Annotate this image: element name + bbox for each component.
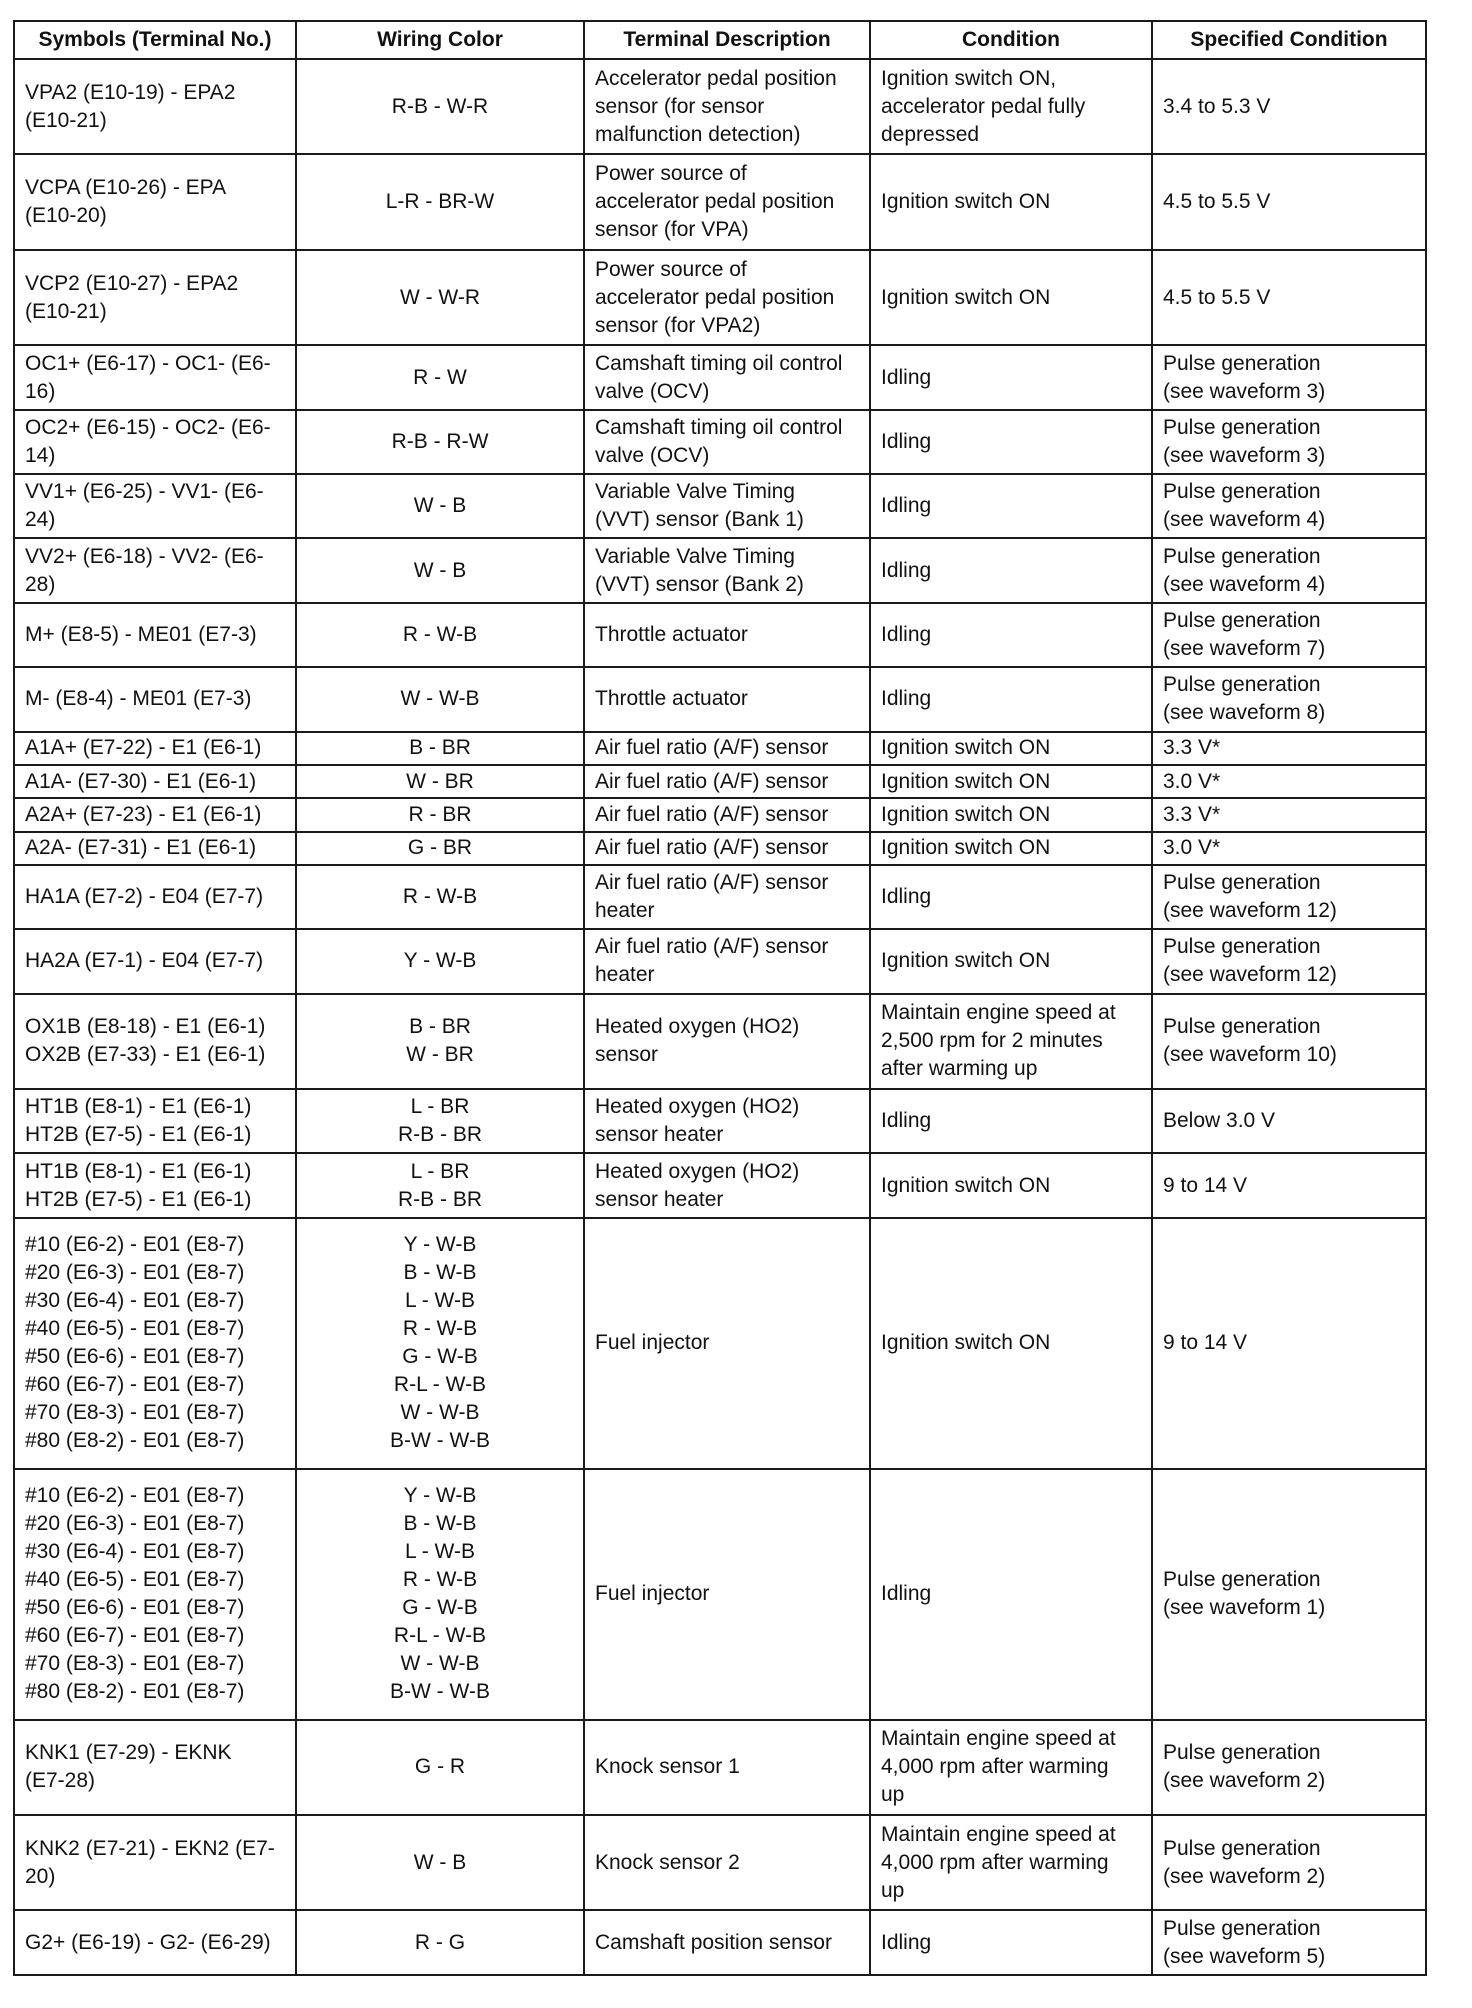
specified-condition-cell: 3.0 V* (1152, 765, 1426, 798)
table-row (14, 603, 1426, 667)
specified-condition-cell: Pulse generation (see waveform 2) (1152, 1815, 1426, 1910)
table-row (14, 1815, 1426, 1910)
wiring-color-cell: B - BR W - BR (296, 994, 584, 1089)
symbols-cell: A2A+ (E7-23) - E1 (E6-1) (14, 798, 296, 831)
condition-cell: Ignition switch ON (870, 929, 1152, 993)
header-terminal-description: Terminal Description (584, 21, 870, 59)
condition-cell: Idling (870, 667, 1152, 731)
terminal-spec-table (13, 20, 1427, 1976)
table-row (14, 865, 1426, 929)
table-row (14, 732, 1426, 765)
condition-cell: Idling (870, 410, 1152, 474)
terminal-description-cell: Camshaft position sensor (584, 1910, 870, 1975)
header-condition: Condition (870, 21, 1152, 59)
symbols-cell: VCPA (E10-26) - EPA (E10-20) (14, 154, 296, 249)
condition-cell: Idling (870, 865, 1152, 929)
table-row (14, 765, 1426, 798)
wiring-color-cell: B - BR (296, 732, 584, 765)
condition-cell: Idling (870, 603, 1152, 667)
symbols-cell: G2+ (E6-19) - G2- (E6-29) (14, 1910, 296, 1975)
condition-cell: Idling (870, 1469, 1152, 1720)
specified-condition-cell: Pulse generation (see waveform 1) (1152, 1469, 1426, 1720)
wiring-color-cell: W - B (296, 474, 584, 538)
condition-cell: Ignition switch ON (870, 1218, 1152, 1469)
wiring-color-cell: R - W (296, 345, 584, 409)
symbols-cell: HT1B (E8-1) - E1 (E6-1) HT2B (E7-5) - E1 (E6-1) (14, 1089, 296, 1153)
specified-condition-cell: Pulse generation (see waveform 5) (1152, 1910, 1426, 1975)
table-row (14, 1910, 1426, 1975)
symbols-cell: HT1B (E8-1) - E1 (E6-1) HT2B (E7-5) - E1 (E6-1) (14, 1153, 296, 1217)
wiring-color-cell: W - BR (296, 765, 584, 798)
specified-condition-cell: Pulse generation (see waveform 2) (1152, 1720, 1426, 1815)
wiring-color-cell: W - B (296, 1815, 584, 1910)
terminal-description-cell: Power source of accelerator pedal position sensor (for VPA2) (584, 250, 870, 345)
header-wiring-color: Wiring Color (296, 21, 584, 59)
table-row (14, 538, 1426, 602)
specified-condition-cell: 3.0 V* (1152, 832, 1426, 865)
wiring-color-cell: W - W-B (296, 667, 584, 731)
terminal-description-cell: Fuel injector (584, 1469, 870, 1720)
symbols-cell: VV2+ (E6-18) - VV2- (E6- 28) (14, 538, 296, 602)
wiring-color-cell: R - W-B (296, 603, 584, 667)
condition-cell: Ignition switch ON (870, 765, 1152, 798)
table-row (14, 1469, 1426, 1720)
wiring-color-cell: Y - W-B B - W-B L - W-B R - W-B G - W-B R-L - W-B W - W-B B-W - W-B (296, 1218, 584, 1469)
table-row (14, 667, 1426, 731)
symbols-cell: A2A- (E7-31) - E1 (E6-1) (14, 832, 296, 865)
header-row (14, 21, 1426, 59)
table-row (14, 1218, 1426, 1469)
symbols-cell: M+ (E8-5) - ME01 (E7-3) (14, 603, 296, 667)
terminal-description-cell: Air fuel ratio (A/F) sensor heater (584, 865, 870, 929)
terminal-description-cell: Power source of accelerator pedal position sensor (for VPA) (584, 154, 870, 249)
terminal-description-cell: Camshaft timing oil control valve (OCV) (584, 410, 870, 474)
table-row (14, 1089, 1426, 1153)
wiring-color-cell: Y - W-B B - W-B L - W-B R - W-B G - W-B R-L - W-B W - W-B B-W - W-B (296, 1469, 584, 1720)
specified-condition-cell: Pulse generation (see waveform 12) (1152, 929, 1426, 993)
symbols-cell: VCP2 (E10-27) - EPA2 (E10-21) (14, 250, 296, 345)
table-row (14, 1153, 1426, 1217)
table-row (14, 798, 1426, 831)
condition-cell: Maintain engine speed at 4,000 rpm after warming up (870, 1720, 1152, 1815)
specified-condition-cell: Below 3.0 V (1152, 1089, 1426, 1153)
specified-condition-cell: Pulse generation (see waveform 4) (1152, 474, 1426, 538)
table-row (14, 154, 1426, 249)
wiring-color-cell: Y - W-B (296, 929, 584, 993)
specified-condition-cell: Pulse generation (see waveform 4) (1152, 538, 1426, 602)
wiring-color-cell: G - BR (296, 832, 584, 865)
specified-condition-cell: Pulse generation (see waveform 12) (1152, 865, 1426, 929)
table-row (14, 474, 1426, 538)
condition-cell: Idling (870, 1910, 1152, 1975)
header-specified-condition: Specified Condition (1152, 21, 1426, 59)
condition-cell: Idling (870, 345, 1152, 409)
symbols-cell: VV1+ (E6-25) - VV1- (E6- 24) (14, 474, 296, 538)
condition-cell: Idling (870, 474, 1152, 538)
specified-condition-cell: Pulse generation (see waveform 8) (1152, 667, 1426, 731)
symbols-cell: HA1A (E7-2) - E04 (E7-7) (14, 865, 296, 929)
terminal-description-cell: Knock sensor 1 (584, 1720, 870, 1815)
table-row (14, 929, 1426, 993)
symbols-cell: #10 (E6-2) - E01 (E8-7) #20 (E6-3) - E01 (E8-7) #30 (E6-4) - E01 (E8-7) #40 (E6-5) - E01 (E8-7) #50 (E6-6) - E01 (E8-7) #60 (E6-7) - E01 (E8-7) #70 (E8-3) - E01 (E8-7) #80 (E8-2) - E01 (E8-7) (14, 1469, 296, 1720)
condition-cell: Idling (870, 538, 1152, 602)
specified-condition-cell: 9 to 14 V (1152, 1153, 1426, 1217)
condition-cell: Ignition switch ON, accelerator pedal fully depressed (870, 59, 1152, 154)
wiring-color-cell: R - BR (296, 798, 584, 831)
specified-condition-cell: 3.3 V* (1152, 732, 1426, 765)
header-symbols: Symbols (Terminal No.) (14, 21, 296, 59)
symbols-cell: OC1+ (E6-17) - OC1- (E6- 16) (14, 345, 296, 409)
symbols-cell: HA2A (E7-1) - E04 (E7-7) (14, 929, 296, 993)
wiring-color-cell: L - BR R-B - BR (296, 1153, 584, 1217)
symbols-cell: A1A+ (E7-22) - E1 (E6-1) (14, 732, 296, 765)
wiring-color-cell: R - W-B (296, 865, 584, 929)
table-row (14, 59, 1426, 154)
condition-cell: Ignition switch ON (870, 832, 1152, 865)
table-row (14, 410, 1426, 474)
terminal-description-cell: Knock sensor 2 (584, 1815, 870, 1910)
wiring-color-cell: R - G (296, 1910, 584, 1975)
terminal-description-cell: Throttle actuator (584, 667, 870, 731)
terminal-description-cell: Air fuel ratio (A/F) sensor (584, 832, 870, 865)
symbols-cell: VPA2 (E10-19) - EPA2 (E10-21) (14, 59, 296, 154)
wiring-color-cell: W - W-R (296, 250, 584, 345)
table-row (14, 250, 1426, 345)
terminal-description-cell: Variable Valve Timing (VVT) sensor (Bank 1) (584, 474, 870, 538)
wiring-color-cell: L-R - BR-W (296, 154, 584, 249)
symbols-cell: A1A- (E7-30) - E1 (E6-1) (14, 765, 296, 798)
wiring-color-cell: R-B - R-W (296, 410, 584, 474)
terminal-description-cell: Heated oxygen (HO2) sensor (584, 994, 870, 1089)
wiring-color-cell: L - BR R-B - BR (296, 1089, 584, 1153)
condition-cell: Maintain engine speed at 4,000 rpm after warming up (870, 1815, 1152, 1910)
specified-condition-cell: 9 to 14 V (1152, 1218, 1426, 1469)
wiring-color-cell: W - B (296, 538, 584, 602)
table-row (14, 994, 1426, 1089)
wiring-color-cell: R-B - W-R (296, 59, 584, 154)
terminal-description-cell: Air fuel ratio (A/F) sensor (584, 732, 870, 765)
terminal-description-cell: Air fuel ratio (A/F) sensor (584, 765, 870, 798)
table-row (14, 832, 1426, 865)
terminal-description-cell: Heated oxygen (HO2) sensor heater (584, 1089, 870, 1153)
terminal-description-cell: Fuel injector (584, 1218, 870, 1469)
specified-condition-cell: Pulse generation (see waveform 3) (1152, 410, 1426, 474)
wiring-color-cell: G - R (296, 1720, 584, 1815)
condition-cell: Ignition switch ON (870, 154, 1152, 249)
terminal-description-cell: Accelerator pedal position sensor (for sensor malfunction detection) (584, 59, 870, 154)
condition-cell: Ignition switch ON (870, 798, 1152, 831)
specified-condition-cell: Pulse generation (see waveform 10) (1152, 994, 1426, 1089)
condition-cell: Ignition switch ON (870, 732, 1152, 765)
symbols-cell: KNK1 (E7-29) - EKNK (E7-28) (14, 1720, 296, 1815)
symbols-cell: OX1B (E8-18) - E1 (E6-1) OX2B (E7-33) - E1 (E6-1) (14, 994, 296, 1089)
specified-condition-cell: 4.5 to 5.5 V (1152, 154, 1426, 249)
specified-condition-cell: 3.4 to 5.3 V (1152, 59, 1426, 154)
specified-condition-cell: 4.5 to 5.5 V (1152, 250, 1426, 345)
table-row (14, 1720, 1426, 1815)
terminal-description-cell: Throttle actuator (584, 603, 870, 667)
specified-condition-cell: Pulse generation (see waveform 7) (1152, 603, 1426, 667)
condition-cell: Maintain engine speed at 2,500 rpm for 2 minutes after warming up (870, 994, 1152, 1089)
condition-cell: Ignition switch ON (870, 1153, 1152, 1217)
terminal-description-cell: Air fuel ratio (A/F) sensor heater (584, 929, 870, 993)
condition-cell: Idling (870, 1089, 1152, 1153)
condition-cell: Ignition switch ON (870, 250, 1152, 345)
table-row (14, 345, 1426, 409)
terminal-description-cell: Heated oxygen (HO2) sensor heater (584, 1153, 870, 1217)
terminal-description-cell: Air fuel ratio (A/F) sensor (584, 798, 870, 831)
terminal-description-cell: Camshaft timing oil control valve (OCV) (584, 345, 870, 409)
specified-condition-cell: 3.3 V* (1152, 798, 1426, 831)
specified-condition-cell: Pulse generation (see waveform 3) (1152, 345, 1426, 409)
symbols-cell: OC2+ (E6-15) - OC2- (E6- 14) (14, 410, 296, 474)
symbols-cell: #10 (E6-2) - E01 (E8-7) #20 (E6-3) - E01 (E8-7) #30 (E6-4) - E01 (E8-7) #40 (E6-5) - E01 (E8-7) #50 (E6-6) - E01 (E8-7) #60 (E6-7) - E01 (E8-7) #70 (E8-3) - E01 (E8-7) #80 (E8-2) - E01 (E8-7) (14, 1218, 296, 1469)
symbols-cell: KNK2 (E7-21) - EKN2 (E7- 20) (14, 1815, 296, 1910)
symbols-cell: M- (E8-4) - ME01 (E7-3) (14, 667, 296, 731)
terminal-description-cell: Variable Valve Timing (VVT) sensor (Bank 2) (584, 538, 870, 602)
